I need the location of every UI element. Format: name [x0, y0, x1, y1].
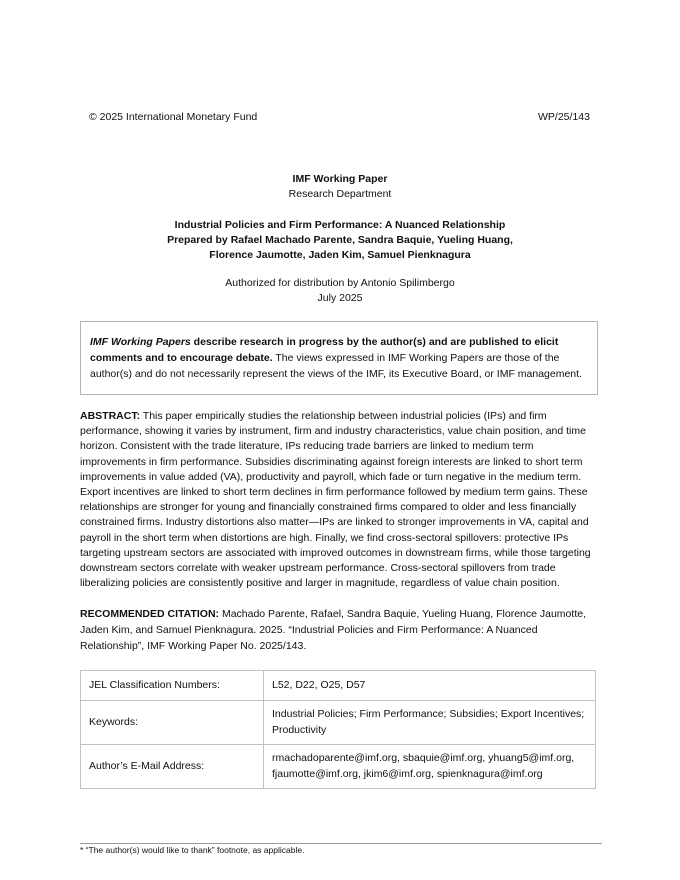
authorized-by: Authorized for distribution by Antonio Spilimbergo [225, 277, 455, 289]
table-row [81, 745, 596, 789]
publication-date: July 2025 [317, 292, 363, 304]
recommended-citation [80, 607, 600, 654]
abstract-text: This paper empirically studies the relationship between industrial policies (IPs) and firm performance, showing it varies by instrument, firm and industry characteristics, value chain position, and time horizon. Consistent with the trade literature, IPs reducing trade barriers are linked to medium term improvements in firm performance. Subsidies discriminating against foreign interests are linked to short term improvements in value added (VA), productivity and payroll, which fade or turn negative in the medium term. Export incentives are linked to short term declines in firm performance followed by medium term gains. These relationships are stronger for young and financially constrained firms compared to older and less financially constrained firms. Industry distortions also matter—IPs are linked to stronger improvements in VA, capital and payroll in the short term when distortions are high. Finally, we find cross-sectoral spillovers: protective IPs targeting upstream sectors are associated with improved outcomes in downstream firms, while those targeting downstream sectors correlate with weaker upstream performance. Cross-sectoral spillovers from trade liberalizing policies are consistently positive and larger in magnitude, regardless of value chain position. [80, 410, 591, 590]
authors-line-1: Prepared by Rafael Machado Parente, Sandra Baquie, Yueling Huang, [167, 234, 513, 246]
disclaimer-bold: describe research in progress by the author(s) and are published to elicit comments and to encourage debate. [90, 336, 559, 364]
table-value: Industrial Policies; Firm Performance; Subsidies; Export Incentives; Productivity [264, 701, 596, 745]
info-table [80, 670, 596, 789]
table-key: Author’s E-Mail Address: [81, 745, 264, 789]
table-key: Keywords: [81, 701, 264, 745]
footnote: * “The author(s) would like to thank” footnote, as applicable. [80, 845, 305, 855]
abstract [80, 409, 600, 591]
footnote-divider [80, 843, 602, 844]
table-row [81, 671, 596, 701]
table-value: L52, D22, O25, D57 [264, 671, 596, 701]
copyright-notice: © 2025 International Monetary Fund [89, 111, 258, 123]
disclaimer-lead: IMF Working Papers [90, 336, 191, 348]
citation-text: Machado Parente, Rafael, Sandra Baquie, Yueling Huang, Florence Jaumotte, Jaden Kim, and Samuel Pienknagura. 2025. “Industrial Policies and Firm Performance: A Nuanced Relationship”, IMF Working Paper No. 2025/143. [80, 608, 586, 652]
department: Research Department [288, 188, 392, 200]
table-value: rmachadoparente@imf.org, sbaquie@imf.org, yhuang5@imf.org, fjaumotte@imf.org, jkim6@imf.org, spienknagura@imf.org [264, 745, 596, 789]
authors-line-2: Florence Jaumotte, Jaden Kim, Samuel Pienknagura [209, 249, 471, 261]
table-key: JEL Classification Numbers: [81, 671, 264, 701]
series-title: IMF Working Paper [292, 173, 388, 185]
paper-title: Industrial Policies and Firm Performance: A Nuanced Relationship [174, 219, 506, 231]
citation-label: RECOMMENDED CITATION: [80, 608, 220, 620]
disclaimer-text: The views expressed in IMF Working Papers are those of the author(s) and do not necessarily represent the views of the IMF, its Executive Board, or IMF management. [90, 351, 582, 380]
paper-number: WP/25/143 [538, 111, 590, 123]
abstract-label: ABSTRACT: [80, 410, 141, 422]
disclaimer-box [80, 321, 598, 395]
table-row [81, 701, 596, 745]
